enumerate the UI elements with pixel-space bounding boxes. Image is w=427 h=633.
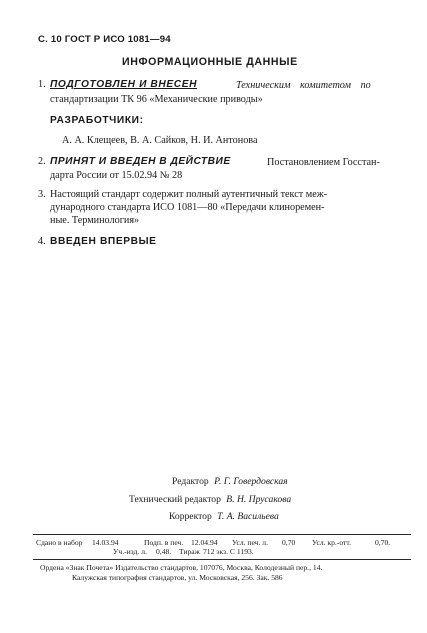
imprint-usl-pech-value: 0,70 [282,538,296,547]
corrector-label: Корректор [169,511,212,522]
corrector-name: Т. А. Васильева [217,511,279,522]
section-text: стандартизации ТК 96 «Механические приводы» [50,94,263,105]
printer-line: Калужская типография стандартов, ул. Московская, 256. Зак. 586 [72,573,283,582]
imprint-tirazh-value: 712 экз. С 1193. [203,547,254,556]
imprint-signed-label: Подп. в печ. [144,538,184,547]
page-header: С. 10 ГОСТ Р ИСО 1081—94 [38,34,171,45]
tech-editor-line [129,494,291,505]
imprint-uch-izd-value: 0,48. [156,547,172,556]
corrector-line [169,511,279,522]
tech-editor-name: В. Н. Прусакова [226,494,292,505]
editor-name: Р. Г. Говердовская [214,476,288,487]
section-text: Постановлением Госстан- [267,157,380,168]
imprint-signed-date: 12.04.94 [191,538,218,547]
section-number: 1. [38,79,46,90]
publisher-line: Ордена «Знак Почета» Издательство стандартов, 107076, Москва, Колодезный пер., 14. [40,563,323,572]
editor-label: Редактор [172,476,209,487]
imprint-tirazh-label: Тираж [179,547,200,556]
section-text: Техническим комитетом по [236,80,371,91]
divider-top [33,534,411,535]
section-text: дарта России от 15.02.94 № 28 [50,170,183,181]
section-text: дународного стандарта ИСО 1081—80 «Передачи клиноремен- [50,202,325,213]
document-title: ИНФОРМАЦИОННЫЕ ДАННЫЕ [122,56,298,68]
imprint-usl-kr-label: Усл. кр.-отт. [312,538,351,547]
section-number: 4. [38,236,46,247]
section-heading: ВВЕДЕН ВПЕРВЫЕ [50,236,157,247]
divider-middle [33,559,411,560]
section-number: 2. [38,156,46,167]
imprint-sent-label: Сдано в набор [36,538,83,547]
editor-line [172,476,288,487]
developers-names: А. А. Клещеев, В. А. Сайков, Н. И. Антонова [62,135,258,146]
imprint-usl-pech-label: Усл. печ. л. [232,538,268,547]
imprint-usl-kr-value: 0,70. [375,538,391,547]
section-text: ные. Терминология» [50,215,140,226]
developers-heading: РАЗРАБОТЧИКИ: [50,115,144,126]
section-text: Настоящий стандарт содержит полный аутентичный текст меж- [50,189,328,200]
section-number: 3. [38,189,46,200]
section-heading: ПОДГОТОВЛЕН И ВНЕСЕН [50,79,198,90]
imprint-uch-izd-label: Уч.-изд. л. [113,547,147,556]
tech-editor-label: Технический редактор [129,494,221,505]
section-heading: ПРИНЯТ И ВВЕДЕН В ДЕЙСТВИЕ [50,156,231,167]
imprint-sent-date: 14.03.94 [92,538,119,547]
